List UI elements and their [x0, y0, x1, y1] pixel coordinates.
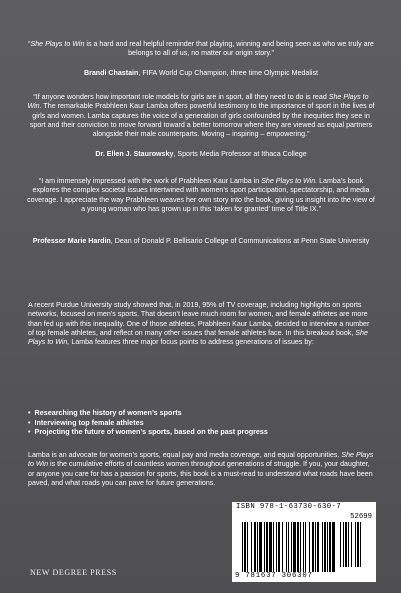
barcode-bar: [327, 522, 328, 572]
barcode-bar: [278, 522, 280, 572]
quote-hardin: [26, 177, 376, 214]
barcode-bar: [247, 522, 248, 572]
barcode-digits: 9 781637 306307: [235, 572, 313, 580]
barcode-bar: [324, 522, 326, 572]
barcode-bar: [286, 522, 287, 572]
description-paragraph-1: [28, 301, 375, 347]
barcode-bar: [251, 522, 252, 572]
quote-author: Dr. Ellen J. Staurowsky: [95, 150, 174, 158]
barcode-bar: [300, 522, 301, 572]
barcode-bar: [264, 522, 265, 572]
paragraph-text: Lamba features three major focus points to address generations of issues by:: [69, 338, 314, 347]
paragraph-text: A recent Purdue University study showed that, in 2019, 95% of TV coverage, including highlights on sports networks, focused on men’s sports. That doesn’t leave much room for women, and female athletes are more than fed up with this inequality. One of those athletes, Prabhleen Kaur Lamba, decided to interview a number of top female athletes, and reflect on many other issues that female athletes face. In this breakout book,: [28, 301, 370, 337]
quote-text: “I am immensely impressed with the work of Prabhleen Kaur Lamba in: [38, 177, 262, 185]
barcode-bar: [303, 522, 304, 572]
barcode-bar: [332, 522, 335, 572]
barcode-bar: [254, 522, 256, 572]
barcode-bar: [297, 522, 299, 572]
barcode-bar: [273, 522, 274, 572]
barcode-bar: [309, 522, 310, 572]
quote-attribution: [26, 150, 376, 159]
barcode-addon-bar: [340, 522, 341, 567]
barcode-bar: [315, 522, 316, 572]
barcode-bar: [242, 522, 243, 572]
barcode-bar: [276, 522, 277, 572]
focus-point: • Interviewing top female athletes: [28, 418, 375, 428]
quote-text: “If anyone wonders how important role models for girls are in sport, all they need to do is read: [33, 93, 329, 101]
quote-chastain: [26, 40, 376, 59]
isbn-label: ISBN 978-1-63730-630-7: [236, 503, 342, 511]
quote-author-role: , FIFA World Cup Champion, three time Olympic Medalist: [138, 69, 319, 77]
quote-text: “: [28, 40, 31, 48]
quote-text: Lamba’s book explores the complex societal issues intertwined with women’s sport participation, spectatorship, and media coverage. I appreciate the way Prabhleen weaves her own story into the book, giving us insight into the view of a young woman who has grown up in this ‘taken for granted’ time of Title IX.”: [27, 177, 375, 213]
book-title-italic: She Plays to Win: [28, 451, 374, 469]
paragraph-text: is the cumulative efforts of countless women throughout generations of struggle. If you, your daughter, or anyone you care for has a passion for sports, this book is a must-read to understand what roads have been paved, and what roads you can pave for future generations.: [28, 460, 373, 487]
barcode-bar: [257, 522, 258, 572]
barcode-addon-bar: [360, 522, 361, 567]
book-title-italic: She Plays to Win: [30, 40, 85, 48]
barcode-addon-number: 52699: [350, 513, 372, 521]
focus-point: • Projecting the future of women’s sports, based on the past progress: [28, 427, 375, 437]
barcode-addon-bar: [348, 522, 349, 567]
quote-attribution: [26, 237, 376, 246]
barcode-bar: [288, 522, 289, 572]
barcode-bar: [291, 522, 292, 572]
isbn-barcode: [232, 502, 376, 582]
barcode-bar: [244, 522, 246, 572]
barcode-bar: [312, 522, 314, 572]
barcode-bar: [269, 522, 272, 572]
barcode-addon-bar: [357, 522, 359, 567]
quote-text: is a hard and real helpful reminder that playing, winning and being seen as who we truly are belongs to all of us, no matter our origin story.”: [84, 40, 374, 58]
barcode-bar: [329, 522, 331, 572]
quote-staurowsky: [26, 93, 376, 139]
focus-point: • Researching the history of women’s sports: [28, 408, 375, 418]
book-title-italic: She Plays to Win.: [27, 93, 369, 111]
barcode-addon-bar: [355, 522, 356, 567]
focus-points-list: [28, 408, 375, 437]
book-title-italic: She Plays to Win.: [261, 177, 318, 185]
barcode-bar: [322, 522, 323, 572]
barcode-bar: [266, 522, 268, 572]
barcode-bar: [259, 522, 262, 572]
publisher-name: NEW DEGREE PRESS: [30, 568, 117, 577]
barcode-addon-bar: [351, 522, 352, 567]
quote-text: The remarkable Prabhleen Kaur Lamba offers powerful testimony to the importance of sport in the lives of girls and women. Lamba captures the voice of a generation of girls confounded by the inequities they see in sport and their conviction to move forward toward a better tomorrow where they are viewed as equal partners alongside their male counterparts. Moving – inspiring – empowering.”: [29, 102, 375, 139]
description-paragraph-2: [28, 451, 375, 488]
barcode-bar: [317, 522, 319, 572]
quote-author: Professor Marie Hardin: [32, 237, 111, 245]
quote-author: Brandi Chastain: [83, 69, 139, 77]
book-title-italic: She Plays to Win,: [28, 328, 368, 347]
barcode-bar: [293, 522, 296, 572]
quote-attribution: [26, 69, 376, 78]
quote-author-role: , Sports Media Professor at Ithaca College: [173, 150, 307, 158]
barcode-addon-bar: [343, 522, 344, 567]
quote-author-role: , Dean of Donald P. Bellisario College of Communications at Penn State University: [110, 237, 370, 245]
barcode-bar: [305, 522, 306, 572]
barcode-bar: [282, 522, 283, 572]
barcode-addon-bar: [345, 522, 347, 567]
paragraph-text: Lamba is an advocate for women’s sports, equal pay and media coverage, and equal opportunities.: [28, 451, 342, 459]
